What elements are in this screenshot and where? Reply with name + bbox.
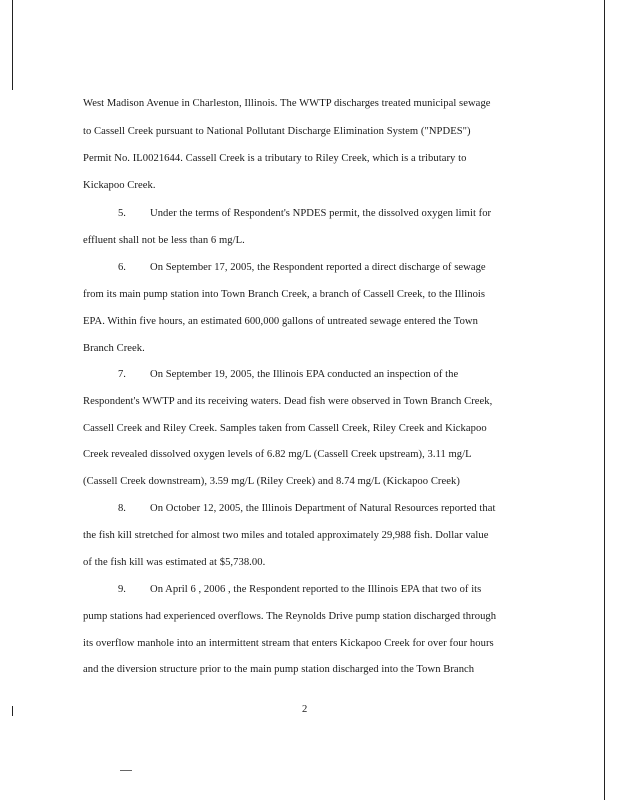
body-line: On October 12, 2005, the Illinois Department of Natural Resources reported that bbox=[150, 503, 496, 514]
body-line: West Madison Avenue in Charleston, Illinois. The WWTP discharges treated municipal sewage bbox=[83, 98, 491, 109]
body-line: effluent shall not be less than 6 mg/L. bbox=[83, 235, 245, 246]
paragraph-number-6: 6. bbox=[118, 262, 126, 273]
paragraph-number-9: 9. bbox=[118, 584, 126, 595]
right-scan-border bbox=[604, 0, 605, 800]
body-line: Under the terms of Respondent's NPDES permit, the dissolved oxygen limit for bbox=[150, 208, 492, 219]
body-line: Creek revealed dissolved oxygen levels of 6.82 mg/L (Cassell Creek upstream), 3.11 mg/L bbox=[83, 449, 472, 460]
left-scan-border bbox=[12, 0, 13, 90]
body-line: On April 6 , 2006 , the Respondent reported to the Illinois EPA that two of its bbox=[150, 584, 482, 595]
body-line: of the fish kill was estimated at $5,738.00. bbox=[83, 557, 266, 568]
paragraph-number-8: 8. bbox=[118, 503, 126, 514]
body-line: Respondent's WWTP and its receiving waters. Dead fish were observed in Town Branch Creek, bbox=[83, 396, 493, 407]
body-line: Permit No. IL0021644. Cassell Creek is a tributary to Riley Creek, which is a tributary to bbox=[83, 153, 467, 164]
paragraph-number-7: 7. bbox=[118, 369, 126, 380]
paragraph-number-5: 5. bbox=[118, 208, 126, 219]
page-number: 2 bbox=[302, 704, 308, 715]
left-scan-border-mark bbox=[12, 706, 13, 716]
body-line: to Cassell Creek pursuant to National Pollutant Discharge Elimination System ("NPDES") bbox=[83, 126, 471, 137]
body-line: the fish kill stretched for almost two miles and totaled approximately 29,988 fish. Dollar value bbox=[83, 530, 489, 541]
body-line: pump stations had experienced overflows. The Reynolds Drive pump station discharged through bbox=[83, 611, 497, 622]
body-line: Cassell Creek and Riley Creek. Samples taken from Cassell Creek, Riley Creek and Kickapoo bbox=[83, 423, 487, 434]
body-line: On September 17, 2005, the Respondent reported a direct discharge of sewage bbox=[150, 262, 486, 273]
body-line: On September 19, 2005, the Illinois EPA conducted an inspection of the bbox=[150, 369, 459, 380]
body-line: and the diversion structure prior to the main pump station discharged into the Town Branch bbox=[83, 664, 475, 675]
body-line: EPA. Within five hours, an estimated 600,000 gallons of untreated sewage entered the Town bbox=[83, 316, 478, 327]
body-line: Kickapoo Creek. bbox=[83, 180, 156, 191]
body-line: from its main pump station into Town Branch Creek, a branch of Cassell Creek, to the Illinois bbox=[83, 289, 486, 300]
body-line: Branch Creek. bbox=[83, 343, 145, 354]
body-line: (Cassell Creek downstream), 3.59 mg/L (Riley Creek) and 8.74 mg/L (Kickapoo Creek) bbox=[83, 476, 460, 487]
body-line: its overflow manhole into an intermittent stream that enters Kickapoo Creek for over four hours bbox=[83, 638, 494, 649]
footer-mark bbox=[120, 770, 132, 771]
